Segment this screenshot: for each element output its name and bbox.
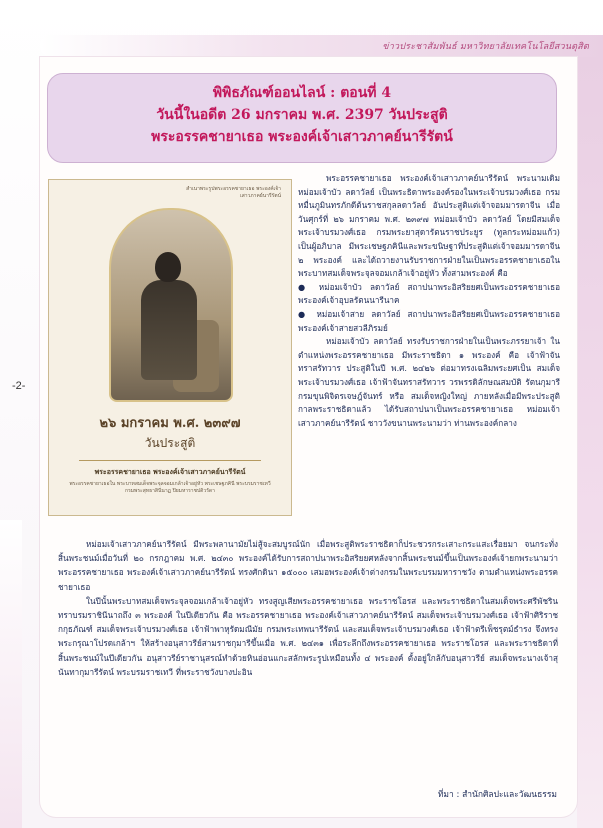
body-right-bullet-1: ● หม่อมเจ้าบัว ลดาวัลย์ สถาปนาพระอิสริยยศเป็นพระอรรคชายาเธอ พระองค์เจ้าอุบลรัตนนารีนาค <box>298 281 560 306</box>
body-full-paragraph-2: ในปีนั้นพระบาทสมเด็จพระจุลจอมเกล้าเจ้าอยู่หัว ทรงสูญเสียพระอรรคชายาเธอ พระราชโอรส และพระราชธิดาในสมเด็จพระศรีพัชรินทราบรมราชินีนาถถึง ๓ พระองค์ ในปีเดียวกัน คือ พระอรรคชายาเธอ พระองค์เจ้าเสาวภาคย์นารีรัตน์ สมเด็จพระเจ้าบรมวงศ์เธอ เจ้าฟ้าศิริราชกกุธภัณฑ์ สมเด็จพระเจ้าบรมวงศ์เธอ เจ้าฟ้าพาหุรัดมณีมัย กรมพระเทพนารีรัตน์ และสมเด็จพระเจ้าบรมวงศ์เธอ เจ้าฟ้าตรีเพ็ชรุตม์ธำรง จึงทรงพระกรุณาโปรดเกล้าฯ ให้สร้างอนุสาวรีย์สามราชกุมารีขึ้นเมื่อ พ.ศ. ๒๔๓๑ เพื่อระลึกถึงพระอรรคชายาเธอ พระราชโอรส และพระราชธิดาที่สิ้นพระชนม์ในปีเดียวกัน อนุสาวรีย์ราชานุสรณ์ทำด้วยหินอ่อนแกะสลักพระรูปเหมือนทั้ง ๔ พระองค์ ตั้งอยู่ใกล้กับอนุสาวรีย์ สมเด็จพระนางเจ้าสุนันทากุมารีรัตน์ พระบรมราชเทวี ที่พระราชวังบางปะอิน <box>58 595 558 677</box>
title-line-3: พระอรรคชายาเธอ พระองค์เจ้าเสาวภาคย์นารีรัตน์ <box>151 129 453 145</box>
body-full-width <box>58 537 558 679</box>
portrait-card <box>48 179 292 516</box>
portrait-date: ๒๖ มกราคม พ.ศ. ๒๓๙๗ <box>99 416 241 431</box>
portrait-small-caption: สำเนาพระรูปพระอรรคชายาเธอ พระองค์เจ้าเสาวภาคย์นารีรัตน์ <box>186 186 281 199</box>
portrait-figure-body <box>141 280 197 380</box>
source-credit: ที่มา : สำนักศิลปะและวัฒนธรรม <box>437 790 557 800</box>
body-right-column <box>298 172 560 430</box>
portrait-note: พระอรรคชายาเธอใน พระบาทสมเด็จพระจุลจอมเกล้าเจ้าอยู่หัว พระเชษฐภคินี พระบรมราชเทวี กรมพระสุทธาสินีนาฏ ปิยมหาราชปดิวรัดา <box>69 481 271 494</box>
title-box <box>47 73 557 163</box>
header-text: ข่าวประชาสัมพันธ์ มหาวิทยาลัยเทคโนโลยีสวนดุสิต <box>382 42 589 52</box>
title-line-1: พิพิธภัณฑ์ออนไลน์ : ตอนที่ 4 <box>212 85 392 101</box>
portrait-photo <box>109 208 233 402</box>
title-line-2: วันนี้ในอดีต 26 มกราคม พ.ศ. 2397 วันประสูติ <box>156 107 448 123</box>
body-right-paragraph-2: หม่อมเจ้าบัว ลดาวัลย์ ทรงรับราชการฝ่ายในเป็นพระภรรยาเจ้า ในตำแหน่งพระอรรคชายาเธอ มีพระราชธิดา ๑ พระองค์ คือ เจ้าฟ้าจันทราสรัทวาร ประสูติในปี พ.ศ. ๒๔๒๖ ต่อมาทรงเฉลิมพระยศเป็น สมเด็จพระเจ้าบรมวงศ์เธอ เจ้าฟ้าจันทราสรัทวาร วรพรรดิลักษณสมบัติ รัตนกุมารี กรมขุนพิจิตรเจษฎ์จันทร์ หรือ สมเด็จหญิงใหญ่ ภายหลังเมื่อมีพระประสูติกาลพระราชธิดาแล้ว ได้รับสถาปนาเป็นพระอรรคชายาเธอ หม่อมเจ้าเสาวภาคย์นารีรัตน์ ชาววังขนานพระนามว่า ท่านพระองค์กลาง <box>298 336 560 428</box>
body-right-paragraph-1: พระอรรคชายาเธอ พระองค์เจ้าเสาวภาคย์นารีรัตน์ พระนามเดิม หม่อมเจ้าบัว ลดาวัลย์ เป็นพระธิดาพระองค์รองในพระเจ้าบรมวงศ์เธอ กรมหมื่นภูมินทรภักดีต้นราชสกุลลดาวัลย์ อันประสูติแต่เจ้าจอมมารดาจีน เมื่อวันศุกร์ที่ ๒๖ มกราคม พ.ศ. ๒๓๙๗ หม่อมเจ้าบัว ลดาวัลย์ โดยมีสมเด็จพระเจ้าบรมวงศ์เธอ กรมพระยาสุดารัตนราชประยูร (ทูลกระหม่อมแก้ว) เป็นผู้อภิบาล มีพระเชษฐภคินีและพระขนิษฐาที่ประสูติแต่เจ้าจอมมารดาจีน ๒ พระองค์ และได้ถวายงานรับราชการฝ่ายในเป็นพระอรรคชายาเธอในพระบาทสมเด็จพระจุลจอมเกล้าเจ้าอยู่หัว ทั้งสามพระองค์ คือ <box>298 173 560 279</box>
portrait-subtitle: วันประสูติ <box>144 436 196 450</box>
body-full-paragraph-1: หม่อมเจ้าเสาวภาคย์นารีรัตน์ มีพระพลานามัยไม่สู้จะสมบูรณ์นัก เมื่อพระสูติพระราชธิดาก็ประชวรกระเสาะกระแสะเรื่อยมา จนกระทั่งสิ้นพระชนม์เมื่อวันที่ ๒๐ กรกฎาคม พ.ศ. ๒๔๓๐ พระองค์ได้รับการสถาปนาพระอิสริยยศหลังจากสิ้นพระชนม์ขึ้นเป็นพระองค์เจ้ายกพระนามว่า พระอรรคชายาเธอ พระองค์เจ้าเสาวภาคย์นารีรัตน์ ทรงศักดินา ๑๕๐๐๐ เสมอพระองค์เจ้าต่างกรมในพระบรมมหาราชวัง ตามตำแหน่งพระอรรคชายาเธอ <box>58 539 558 592</box>
body-right-bullet-2: ● หม่อมเจ้าสาย ลดาวัลย์ สถาปนาพระอิสริยยศเป็นพระอรรคชายาเธอ พระองค์เจ้าสายสวลีภิรมย์ <box>298 308 560 333</box>
right-decorative-band <box>577 57 603 828</box>
page-number: -2- <box>12 380 26 392</box>
left-decorative-band <box>0 520 22 828</box>
portrait-name: พระอรรคชายาเธอ พระองค์เจ้าเสาวภาคย์นารีรัตน์ <box>94 468 246 476</box>
portrait-figure-head <box>155 252 181 282</box>
portrait-divider <box>79 460 261 461</box>
